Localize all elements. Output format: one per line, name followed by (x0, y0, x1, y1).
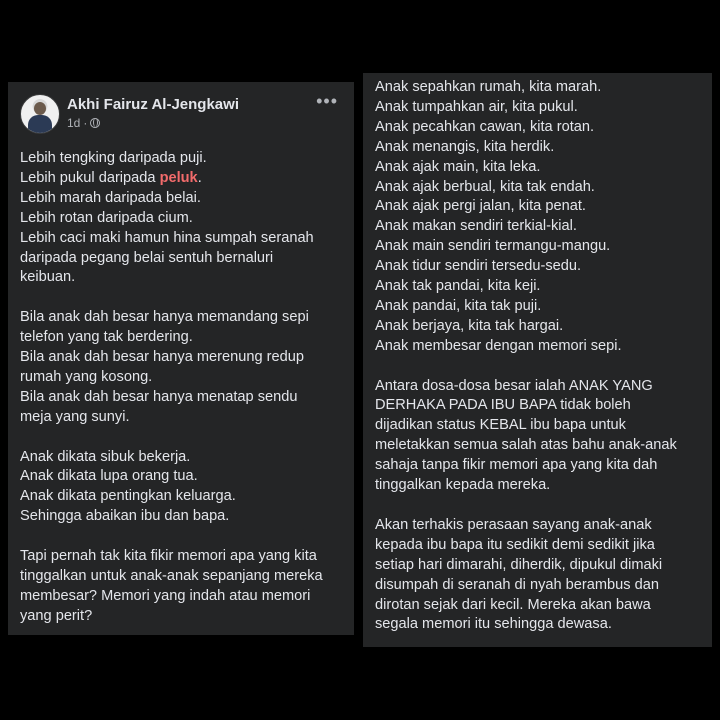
text-line: yang perit? (20, 607, 93, 624)
text-line: Anak sepahkan rumah, kita marah. (375, 79, 602, 95)
author-name[interactable]: Akhi Fairuz Al-Jengkawi (67, 96, 239, 113)
post-card-right (363, 73, 712, 647)
post-body-right (375, 78, 704, 635)
text-line: tinggalkan untuk anak-anak sepanjang mereka (20, 567, 323, 584)
paragraph-3 (20, 448, 346, 528)
text-line: Sehingga abaikan ibu dan bapa. (20, 508, 230, 525)
text-line: Lebih rotan daripada cium. (20, 209, 193, 226)
text-line: Anak dikata pentingkan keluarga. (20, 488, 236, 505)
text-line: Lebih tengking daripada puji. (20, 150, 207, 166)
text-line: Bila anak dah besar hanya merenung redup (20, 349, 304, 366)
meta-separator: · (83, 116, 88, 130)
text-line: Anak pecahkan cawan, kita rotan. (375, 118, 595, 135)
text-line: Lebih marah daripada belai. (20, 189, 201, 206)
avatar-body (28, 115, 52, 134)
text-line: dirotan sejak dari kecil. Mereka akan bawa (375, 596, 651, 613)
text-line: Anak berjaya, kita tak hargai. (375, 317, 564, 334)
post-time[interactable]: 1d (67, 116, 81, 130)
post-meta (67, 116, 100, 130)
text-line: Bila anak dah besar hanya menatap sendu (20, 388, 298, 405)
text-line: Anak pandai, kita tak puji. (375, 297, 542, 314)
paragraph-7 (375, 516, 704, 635)
text-line: Tapi pernah tak kita fikir memori apa yang kita (20, 548, 317, 565)
text-line: Anak membesar dengan memori sepi. (375, 337, 622, 354)
text-line: setiap hari dimarahi, diherdik, dipukul dimaki (375, 556, 663, 573)
text-line: Anak tak pandai, kita keji. (375, 278, 541, 295)
text-line: Anak ajak pergi jalan, kita penat. (375, 198, 586, 215)
avatar-head (34, 102, 46, 115)
text-line (20, 169, 346, 189)
text-line: kepada ibu bapa itu sedikit demi sedikit jika (375, 536, 655, 553)
text-line: Anak tidur sendiri tersedu-sedu. (375, 258, 582, 275)
post-card-left (8, 82, 354, 635)
text-line: segala memori itu sehingga dewasa. (375, 616, 612, 633)
text-line: Anak dikata sibuk bekerja. (20, 448, 191, 465)
text-line: Anak ajak berbual, kita tak endah. (375, 178, 595, 195)
paragraph-1 (20, 149, 346, 288)
paragraph-6 (375, 377, 704, 496)
text-line: disumpah di seranah di nyah berambus dan (375, 576, 659, 593)
text-line: Anak main sendiri termangu-mangu. (375, 238, 611, 255)
text-line: Anak tumpahkan air, kita pukul. (375, 98, 578, 115)
text-line: Bila anak dah besar hanya memandang sepi (20, 309, 309, 326)
text-line: Antara dosa-dosa besar ialah ANAK YANG (375, 377, 653, 394)
text-line: membesar? Memori yang indah atau memori (20, 587, 311, 604)
highlighted-word: peluk (159, 169, 198, 186)
text-line: Akan terhakis perasaan sayang anak-anak (375, 516, 652, 533)
more-options-icon[interactable]: ••• (316, 91, 338, 111)
text-line: Anak makan sendiri terkial-kial. (375, 218, 577, 235)
text-line: tinggalkan kepada mereka. (375, 477, 551, 494)
text-line: Anak dikata lupa orang tua. (20, 468, 198, 485)
text-segment: . (197, 169, 202, 186)
text-line: daripada pegang belai sentuh bernaluri (20, 249, 274, 266)
text-line: meletakkan semua salah atas bahu anak-anak (375, 437, 677, 454)
text-line: dijadikan status KEBAL ibu bapa untuk (375, 417, 626, 434)
avatar[interactable] (20, 94, 60, 134)
text-line: Lebih caci maki hamun hina sumpah seranah (20, 229, 314, 246)
text-line: meja yang sunyi. (20, 408, 130, 425)
text-line: keibuan. (20, 269, 76, 286)
text-line: telefon yang tak berdering. (20, 329, 193, 346)
paragraph-2 (20, 308, 346, 427)
text-line: Anak ajak main, kita leka. (375, 158, 541, 175)
globe-icon (90, 118, 100, 128)
text-line: sahaja tanpa fikir memori apa yang kita dah (375, 457, 658, 474)
post-header (20, 91, 344, 138)
text-line: rumah yang kosong. (20, 368, 153, 385)
paragraph-5 (375, 78, 704, 357)
text-line: Anak menangis, kita herdik. (375, 138, 555, 155)
post-body-left (20, 149, 346, 627)
paragraph-4 (20, 547, 346, 627)
text-line: DERHAKA PADA IBU BAPA tidak boleh (375, 397, 631, 414)
text-segment: Lebih pukul daripada (20, 169, 160, 186)
